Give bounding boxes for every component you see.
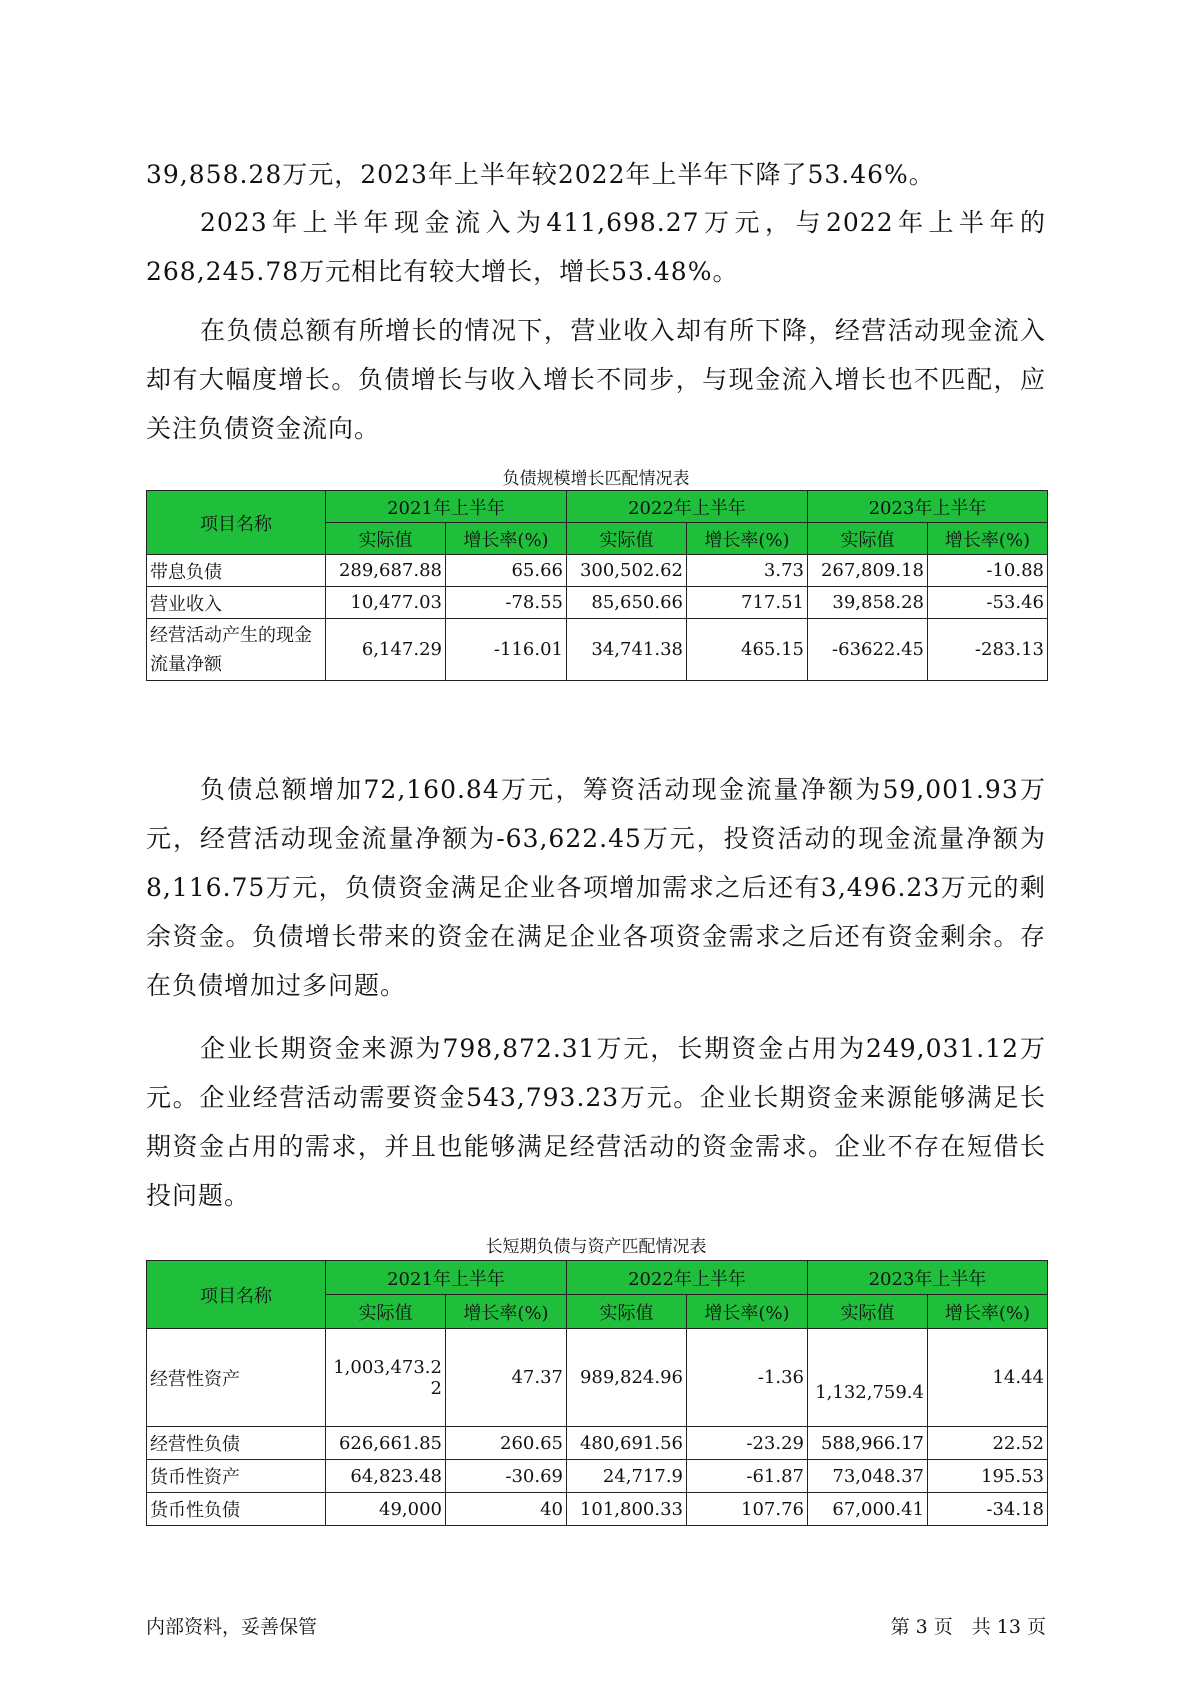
- sub-header: 增长率(%): [687, 523, 808, 555]
- sub-header: 实际值: [326, 523, 446, 555]
- table-row: [147, 1427, 1048, 1460]
- table-cell: 24,717.9: [567, 1460, 687, 1493]
- sub-header: 增长率(%): [687, 1295, 808, 1329]
- table-cell: -53.46: [928, 587, 1048, 619]
- row-label: 货币性负债: [147, 1493, 326, 1526]
- table-cell: -23.29: [687, 1427, 808, 1460]
- table-row: [147, 1493, 1048, 1526]
- table2-caption: 长短期负债与资产匹配情况表: [485, 1237, 707, 1257]
- table-cell: 267,809.18: [808, 555, 928, 587]
- table-row: [147, 1460, 1048, 1493]
- paragraph-1: 39,858.28万元，2023年上半年较2022年上半年下降了53.46%。: [146, 160, 935, 189]
- row-label: 货币性资产: [147, 1460, 326, 1493]
- table-row: [147, 555, 1048, 587]
- sub-header: 增长率(%): [928, 523, 1048, 555]
- sub-header: 实际值: [567, 523, 687, 555]
- table-cell: -63622.45: [808, 619, 928, 681]
- item-name-header: 项目名称: [147, 491, 326, 555]
- table-header-row: [147, 491, 1048, 523]
- table-cell: 107.76: [687, 1493, 808, 1526]
- table-cell: -78.55: [446, 587, 567, 619]
- table-cell: 49,000: [326, 1493, 446, 1526]
- sub-header: 增长率(%): [446, 1295, 567, 1329]
- table-cell: 64,823.48: [326, 1460, 446, 1493]
- table-cell: 1,132,759.4: [808, 1329, 928, 1427]
- table-cell: 101,800.33: [567, 1493, 687, 1526]
- table-cell: 14.44: [928, 1329, 1048, 1427]
- table-cell: 34,741.38: [567, 619, 687, 681]
- table-cell: 300,502.62: [567, 555, 687, 587]
- row-label: 经营性资产: [147, 1329, 326, 1427]
- table-cell: -30.69: [446, 1460, 567, 1493]
- sub-header: 实际值: [326, 1295, 446, 1329]
- row-label: 经营性负债: [147, 1427, 326, 1460]
- table-cell: 717.51: [687, 587, 808, 619]
- table-cell: 47.37: [446, 1329, 567, 1427]
- table-cell: 39,858.28: [808, 587, 928, 619]
- table-header-row: [147, 1261, 1048, 1295]
- table-cell: 65.66: [446, 555, 567, 587]
- table-cell: 465.15: [687, 619, 808, 681]
- paragraph-4: 负债总额增加72,160.84万元，筹资活动现金流量净额为59,001.93万元，经营活动现金流量净额为-63,622.45万元，投资活动的现金流量净额为8,116.75万元，负债资金满足企业各项增加需求之后还有3,496.23万元的剩余资金。负债增长带来的资金在满足企业各项资金需求之后还有资金剩余。存在负债增加过多问题。: [146, 775, 1046, 1000]
- long-short-term-matching-table: [146, 1260, 1048, 1526]
- sub-header: 增长率(%): [928, 1295, 1048, 1329]
- liability-growth-table: [146, 490, 1048, 681]
- footer-page-number: 第 3 页 共 13 页: [890, 1616, 1046, 1638]
- paragraph-3: 在负债总额有所增长的情况下，营业收入却有所下降，经营活动现金流入却有大幅度增长。负债增长与收入增长不同步，与现金流入增长也不匹配，应关注负债资金流向。: [146, 316, 1046, 443]
- paragraph-5: 企业长期资金来源为798,872.31万元，长期资金占用为249,031.12万元。企业经营活动需要资金543,793.23万元。企业长期资金来源能够满足长期资金占用的需求，并且也能够满足经营活动的资金需求。企业不存在短借长投问题。: [146, 1034, 1046, 1210]
- year-header-2022: 2022年上半年: [567, 1261, 808, 1295]
- table-cell: -10.88: [928, 555, 1048, 587]
- table-cell: 40: [446, 1493, 567, 1526]
- year-header-2023: 2023年上半年: [808, 1261, 1048, 1295]
- table-cell: 260.65: [446, 1427, 567, 1460]
- table-row: [147, 619, 1048, 681]
- year-header-2022: 2022年上半年: [567, 491, 808, 523]
- table-cell: 67,000.41: [808, 1493, 928, 1526]
- table-cell: 480,691.56: [567, 1427, 687, 1460]
- year-header-2021: 2021年上半年: [326, 1261, 567, 1295]
- sub-header: 实际值: [808, 523, 928, 555]
- table-cell: 1,003,473.22: [326, 1329, 446, 1427]
- row-label: 带息负债: [147, 555, 326, 587]
- year-header-2023: 2023年上半年: [808, 491, 1048, 523]
- table-row: [147, 1329, 1048, 1427]
- row-label: 营业收入: [147, 587, 326, 619]
- table-cell: -1.36: [687, 1329, 808, 1427]
- year-header-2021: 2021年上半年: [326, 491, 567, 523]
- table-cell: 195.53: [928, 1460, 1048, 1493]
- table-cell: -61.87: [687, 1460, 808, 1493]
- footer-confidential-note: 内部资料，妥善保管: [146, 1616, 318, 1638]
- table-cell: -116.01: [446, 619, 567, 681]
- paragraph-2: 2023年上半年现金流入为411,698.27万元，与2022年上半年的268,245.78万元相比有较大增长，增长53.48%。: [146, 208, 1046, 286]
- table-cell: 10,477.03: [326, 587, 446, 619]
- item-name-header: 项目名称: [147, 1261, 326, 1329]
- table-cell: -34.18: [928, 1493, 1048, 1526]
- table-cell: 289,687.88: [326, 555, 446, 587]
- table-cell: 22.52: [928, 1427, 1048, 1460]
- table-cell: 626,661.85: [326, 1427, 446, 1460]
- table-cell: 85,650.66: [567, 587, 687, 619]
- table-row: [147, 587, 1048, 619]
- sub-header: 增长率(%): [446, 523, 567, 555]
- table-cell: -283.13: [928, 619, 1048, 681]
- table-cell: 3.73: [687, 555, 808, 587]
- row-label: 经营活动产生的现金流量净额: [147, 619, 326, 681]
- sub-header: 实际值: [567, 1295, 687, 1329]
- table-cell: 6,147.29: [326, 619, 446, 681]
- sub-header: 实际值: [808, 1295, 928, 1329]
- table1-caption: 负债规模增长匹配情况表: [502, 469, 690, 489]
- table-cell: 588,966.17: [808, 1427, 928, 1460]
- table-cell: 73,048.37: [808, 1460, 928, 1493]
- table-cell: 989,824.96: [567, 1329, 687, 1427]
